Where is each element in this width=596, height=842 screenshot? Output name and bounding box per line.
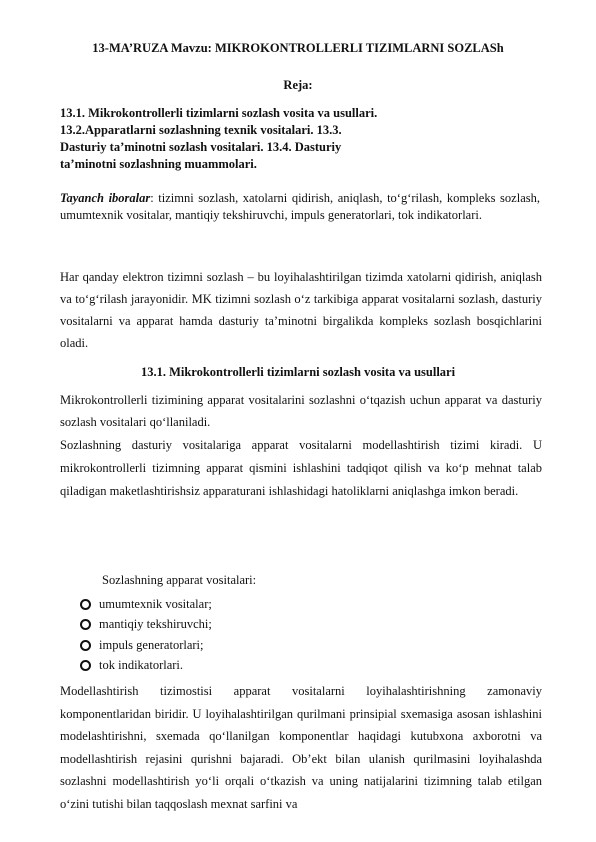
plan-item: 13.1. Mikrokontrollerli tizimlarni sozlash vosita va usullari. bbox=[60, 106, 378, 120]
section-paragraph: Mikrokontrollerli tizimining apparat vositalarini sozlashni o‘tqazish uchun apparat va dasturiy sozlash vositalari qo‘llaniladi. bbox=[60, 393, 542, 429]
plan-item: Dasturiy ta’minotni sozlash vositalari. 13.4. Dasturiy bbox=[60, 140, 342, 154]
keywords-text: : tizimni sozlash, xatolarni qidirish, aniqlash, to‘g‘rilash, kompleks sozlash, umumtexnik vositalar, mantiqiy tekshiruvchi, impuls generatorlari, tok indikatorlari. bbox=[60, 191, 540, 222]
plan-list bbox=[60, 105, 460, 173]
circle-bullet-icon bbox=[80, 599, 91, 610]
list-item-text: mantiqiy tekshiruvchi; bbox=[99, 617, 212, 632]
keywords-label: Tayanch iboralar bbox=[60, 191, 151, 205]
list-item bbox=[80, 615, 212, 636]
plan-label: Reja: bbox=[283, 78, 313, 92]
section-heading: 13.1. Mikrokontrollerli tizimlarni sozlash vosita va usullari bbox=[140, 365, 456, 379]
circle-bullet-icon bbox=[80, 660, 91, 671]
circle-bullet-icon bbox=[80, 640, 91, 651]
keywords-paragraph bbox=[60, 190, 540, 223]
final-paragraph: Modellashtirish tizimostisi apparat vositalarni loyihalashtirishning zamonaviy komponentlaridan biridir. U loyihalashtirilgan qurilmani prinsipial sxemasiga asosan ishlashini modelashtirishni, sxemada qo‘llanilgan komponentlar haqidagi kutubxona axborotni va modellashtirish rejasini qurishni bajaradi. Ob’ekt bilan ulanish qurilmasini loyihalashda sozlashni modellashtirish yo‘li orqali o‘tkazish va uning natijalarini tizimning talab etilgan o‘zini tutishi bilan taqqoslash mexnat sarfini va bbox=[60, 684, 542, 811]
plan-item: ta’minotni sozlashning muammolari. bbox=[60, 157, 257, 171]
lecture-title: 13-MA’RUZA Mavzu: MIKROKONTROLLERLI TIZIMLARNI SOZLASh bbox=[92, 41, 504, 55]
list-item-text: tok indikatorlari. bbox=[99, 658, 184, 673]
plan-item: 13.2.Apparatlarni sozlashning texnik vositalari. 13.3. bbox=[60, 123, 342, 137]
hardware-tools-intro: Sozlashning apparat vositalari: bbox=[102, 573, 257, 587]
list-item-text: impuls generatorlari; bbox=[99, 637, 204, 652]
hardware-tools-list bbox=[80, 594, 212, 676]
list-item bbox=[80, 594, 212, 615]
list-item bbox=[80, 635, 212, 656]
section-paragraph: Sozlashning dasturiy vositalariga apparat vositalarni modellashtirish tizimi kiradi. U mikrokontrollerli tizimning apparat qismini ishlashini tadqiqot qilish va ko‘p mehnat talab qiladigan maketlashtirishsiz apparaturani ishlashidagi hatoliklarni aniqlashga imkon beradi. bbox=[60, 438, 542, 498]
intro-paragraph: Har qanday elektron tizimni sozlash – bu loyihalashtirilgan tizimda xatolarni qidirish, aniqlash va to‘g‘rilash jarayonidir. MK tizimni sozlash o‘z tarkibiga apparat vositalarni sozlash, dasturiy vositalarni va apparat hamda dasturiy ta’minotni birgalikda kompleks sozlash bosqichlarini oladi. bbox=[60, 270, 542, 350]
list-item-text: umumtexnik vositalar; bbox=[99, 596, 212, 611]
list-item bbox=[80, 656, 212, 677]
circle-bullet-icon bbox=[80, 619, 91, 630]
